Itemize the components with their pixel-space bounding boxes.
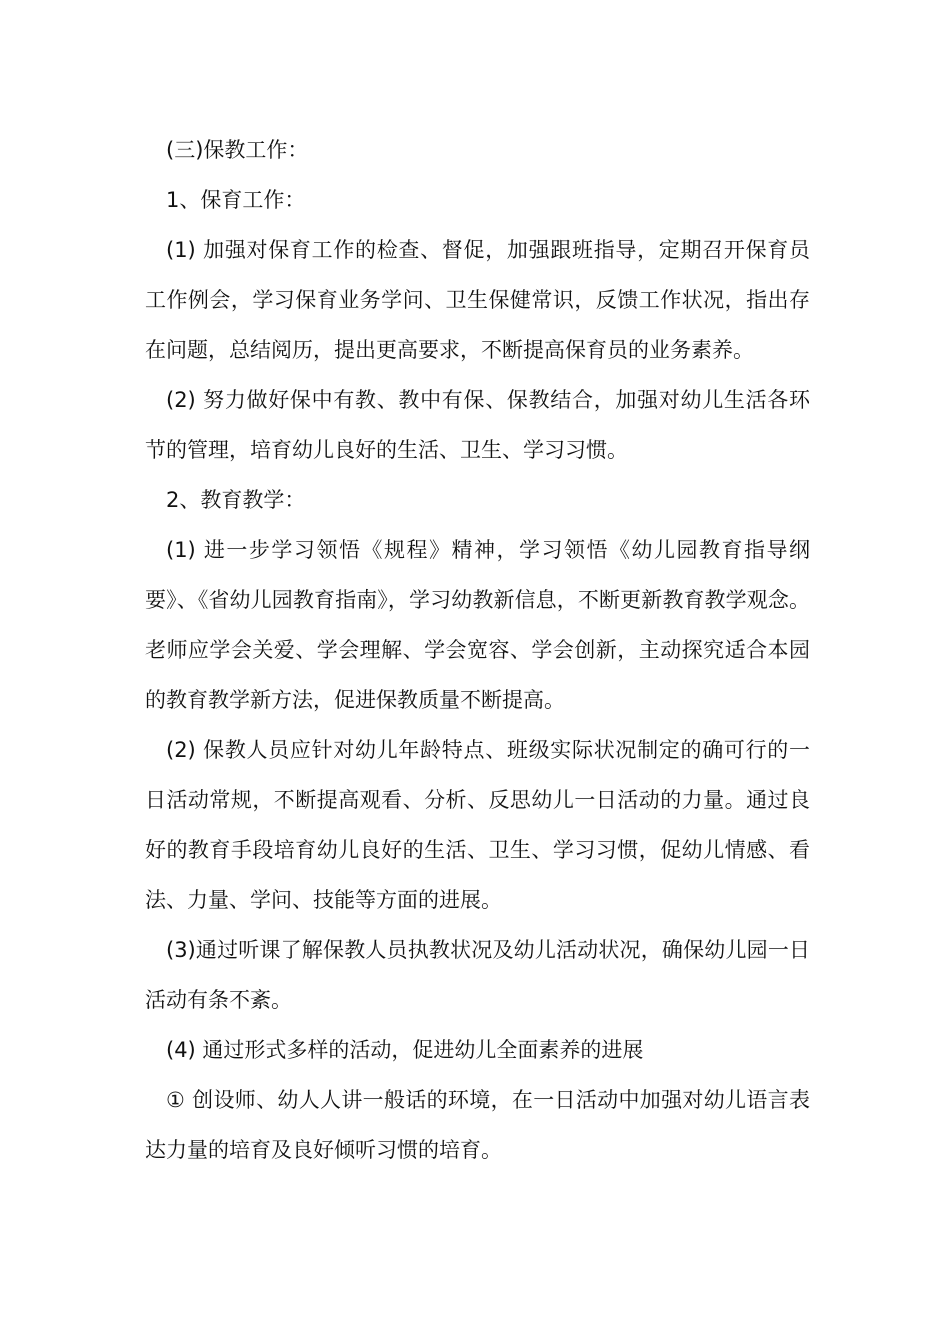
paragraph: (1) 进一步学习领悟《规程》精神，学习领悟《幼儿园教育指导纲要》、《省幼儿园教育指南》，学习幼教新信息，不断更新教育教学观念。老师应学会关爱、学会理解、学会宽容、学会创新，主动探究适合本园的教育教学新方法，促进保教质量不断提高。 (145, 538, 810, 712)
paragraph: (2) 保教人员应针对幼儿年龄特点、班级实际状况制定的确可行的一日活动常规，不断提高观看、分析、反思幼儿一日活动的力量。通过良好的教育手段培育幼儿良好的生活、卫生、学习习惯，促幼儿情感、看法、力量、学问、技能等方面的进展。 (145, 738, 810, 912)
paragraph: (1) 加强对保育工作的检查、督促，加强跟班指导，定期召开保育员工作例会，学习保育业务学问、卫生保健常识，反馈工作状况，指出存在问题，总结阅历，提出更高要求，不断提高保育员的业务素养。 (145, 238, 810, 362)
section-heading: (三)保教工作： (166, 138, 309, 162)
paragraph: (4) 通过形式多样的活动，促进幼儿全面素养的进展 (166, 1038, 644, 1062)
document-body (145, 125, 810, 1175)
paragraph: ① 创设师、幼人人讲一般话的环境，在一日活动中加强对幼儿语言表达力量的培育及良好倾听习惯的培育。 (145, 1088, 810, 1162)
paragraph: (3)通过听课了解保教人员执教状况及幼儿活动状况，确保幼儿园一日活动有条不紊。 (145, 938, 810, 1012)
paragraph: (2) 努力做好保中有教、教中有保、保教结合，加强对幼儿生活各环节的管理，培育幼儿良好的生活、卫生、学习习惯。 (145, 388, 810, 462)
subsection-heading: 2、教育教学： (166, 488, 306, 512)
subsection-heading: 1、保育工作： (166, 188, 306, 212)
